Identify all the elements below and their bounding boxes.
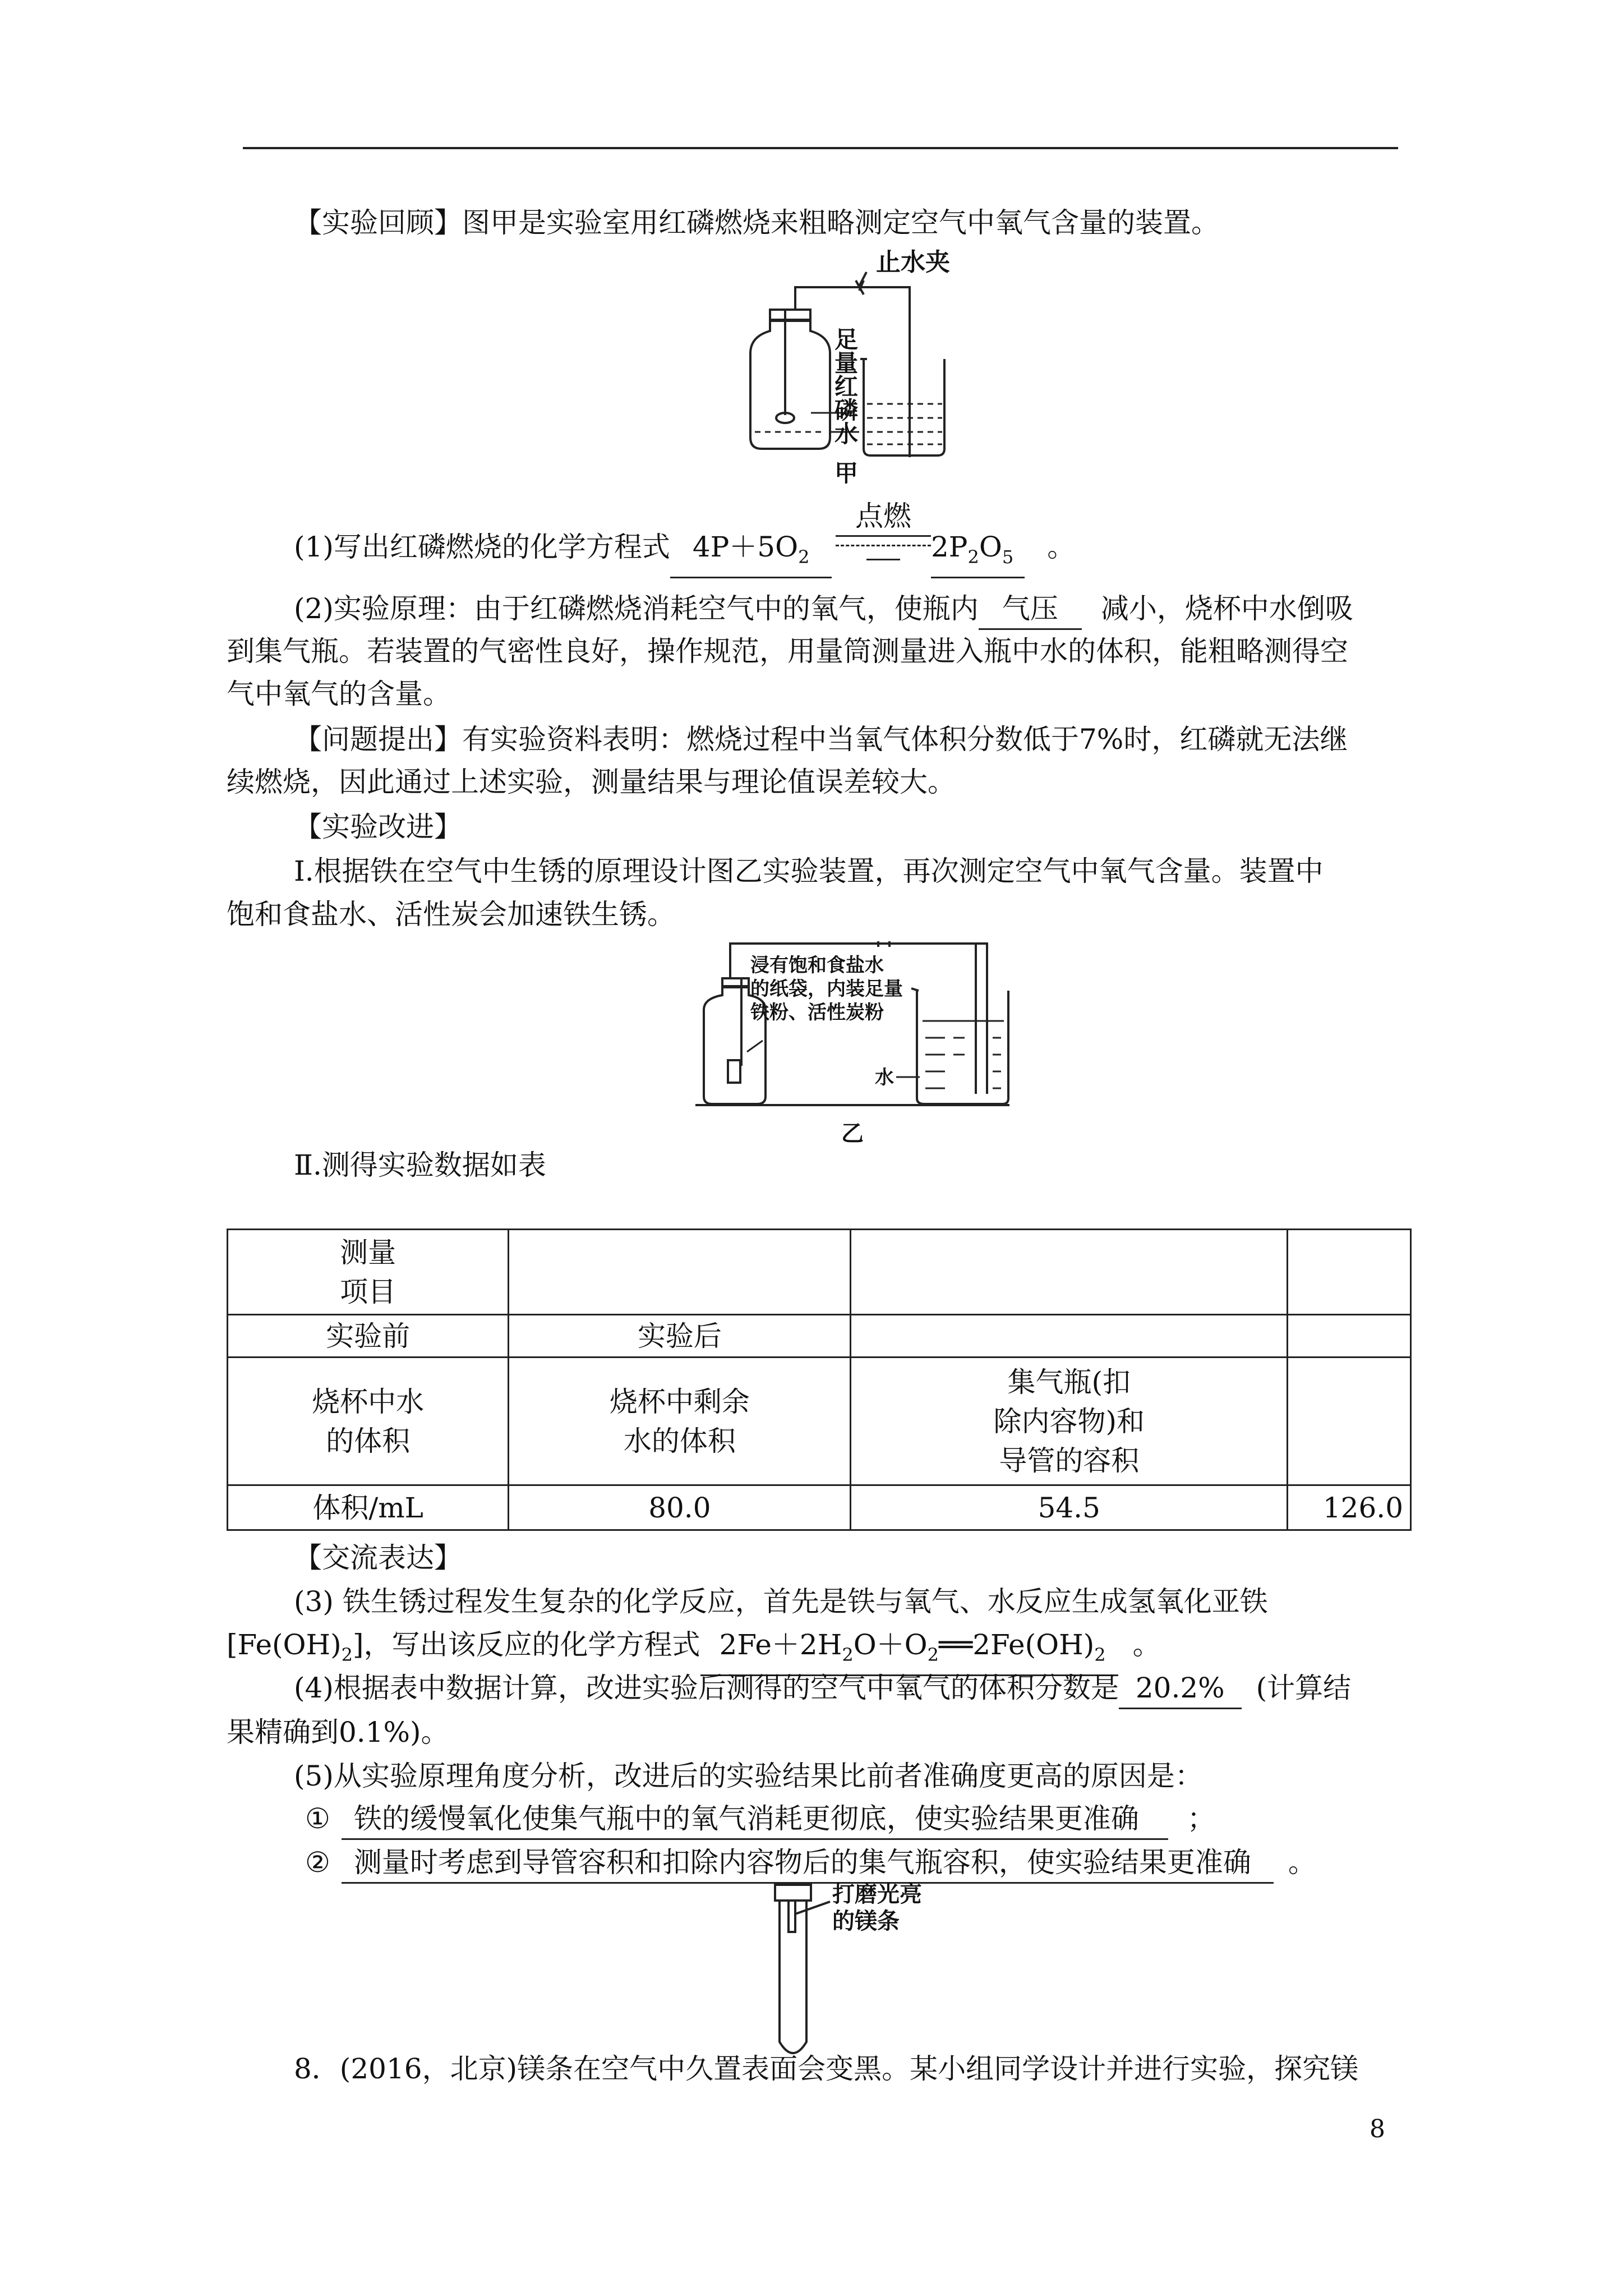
question-2-line-2: 到集气瓶。若装置的气密性良好，操作规范，用量筒测量进入瓶中水的体积，能粗略测得空 — [227, 635, 1348, 668]
question-2-line-3: 气中氧气的含量。 — [227, 678, 451, 710]
improvement-i-line-2: 饱和食盐水、活性炭会加速铁生锈。 — [227, 898, 675, 931]
data-table — [227, 1228, 1412, 1531]
bag-label-1: 浸有饱和食盐水 — [750, 954, 884, 977]
q2-answer: 气压 — [979, 589, 1082, 630]
q3-answer: $2Fe+2H_2O+O_2══2Fe(OH)_2$ — [700, 1625, 1118, 1676]
question-4-line-1: (4)根据表中数据计算，改进实验后测得的空气中氧气的体积分数是 20.2% (计算结 — [294, 1668, 1351, 1709]
q1-answer: $4P+5O_2$ — [670, 527, 832, 578]
bag-label-2: 的纸袋，内装足量 — [750, 978, 903, 1000]
question-3-line-2: $[Fe(OH)_2]$，写出该反应的化学方程式 $2Fe+2H_2O+O_2══2Fe(OH)_2$ 。 — [227, 1625, 1161, 1676]
table-cell: 126.0 — [1288, 1485, 1411, 1530]
improvement-heading: 【实验改进】 — [294, 811, 462, 843]
question-2-line-1: (2)实验原理：由于红磷燃烧消耗空气中的氧气，使瓶内 气压 减小，烧杯中水倒吸 — [294, 589, 1353, 630]
header-rule — [243, 147, 1398, 149]
question-4-line-2: 果精确到0.1%)。 — [227, 1716, 449, 1749]
problem-line-2: 续燃烧，因此通过上述实验，测量结果与理论值误差较大。 — [227, 766, 956, 798]
tube-label-1: 打磨光亮 — [832, 1881, 922, 1907]
tube-label-2: 的镁条 — [832, 1908, 900, 1934]
figure-caption-jia: 甲 — [834, 459, 859, 487]
question-8: 8．(2016，北京)镁条在空气中久置表面会变黑。某小组同学设计并进行实验，探究镁 — [294, 2053, 1359, 2085]
table-cell: 80.0 — [509, 1485, 851, 1530]
question-5: (5)从实验原理角度分析，改进后的实验结果比前者准确度更高的原因是： — [294, 1760, 1203, 1792]
improvement-ii: Ⅱ.测得实验数据如表 — [294, 1149, 546, 1181]
table-cell: 烧杯中水 的体积 — [228, 1358, 509, 1485]
table-row — [228, 1358, 1411, 1485]
q4-answer: 20.2% — [1119, 1668, 1242, 1709]
page-number: 8 — [1370, 2115, 1385, 2143]
table-cell: 烧杯中剩余 水的体积 — [509, 1358, 851, 1485]
clamp-label: 止水夹 — [876, 248, 950, 277]
table-cell: 体积/mL — [228, 1485, 509, 1530]
q5-reason-2: ② 测量时考虑到导管容积和扣除内容物后的集气瓶容积，使实验结果更准确 。 — [305, 1843, 1316, 1884]
exchange-heading: 【交流表达】 — [294, 1542, 462, 1574]
table-cell: 54.5 — [851, 1485, 1288, 1530]
q1-reaction-condition: 点燃 — [836, 499, 931, 560]
test-tube-figure — [763, 1879, 965, 2064]
side-label-4: 磷 — [834, 397, 859, 424]
q5-answer-1: 铁的缓慢氧化使集气瓶中的氧气消耗更彻底，使实验结果更准确 — [342, 1799, 1168, 1840]
bag-label-3: 铁粉、活性炭粉 — [750, 1001, 884, 1024]
table-row — [228, 1315, 1411, 1358]
improvement-i-line-1: Ⅰ.根据铁在空气中生锈的原理设计图乙实验装置，再次测定空气中氧气含量。装置中 — [294, 855, 1324, 887]
table-row — [228, 1485, 1411, 1530]
table-cell-before: 实验前 — [228, 1315, 509, 1358]
table-cell-measure-item: 测量 项目 — [228, 1230, 509, 1315]
review-heading: 【实验回顾】图甲是实验室用红磷燃烧来粗略测定空气中氧气含量的装置。 — [294, 206, 1219, 239]
side-label-3: 红 — [834, 373, 859, 401]
q1-product: $2P_2O_5$ 。 — [931, 527, 1075, 578]
question-3-line-1: (3) 铁生锈过程发生复杂的化学反应，首先是铁与氧气、水反应生成氢氧化亚铁 — [294, 1585, 1268, 1618]
table-cell-after: 实验后 — [509, 1315, 851, 1358]
water-label: 水 — [875, 1066, 894, 1089]
side-label-water: 水 — [834, 420, 859, 448]
question-1: (1)写出红磷燃烧的化学方程式 $4P+5O_2$ — [294, 527, 832, 578]
q5-reason-1: ① 铁的缓慢氧化使集气瓶中的氧气消耗更彻底，使实验结果更准确 ； — [305, 1799, 1215, 1840]
table-row — [228, 1230, 1411, 1315]
problem-line-1: 【问题提出】有实验资料表明：燃烧过程中当氧气体积分数低于7%时，红磷就无法继 — [294, 723, 1348, 756]
side-label-2: 量 — [834, 349, 859, 377]
apparatus-yi-figure — [684, 937, 1032, 1156]
figure-caption-yi: 乙 — [841, 1121, 864, 1147]
side-label-1: 足 — [834, 326, 859, 353]
apparatus-jia-figure — [729, 247, 1021, 494]
q5-answer-2: 测量时考虑到导管容积和扣除内容物后的集气瓶容积，使实验结果更准确 — [342, 1843, 1274, 1884]
table-cell: 集气瓶(扣 除内容物)和 导管的容积 — [851, 1358, 1288, 1485]
